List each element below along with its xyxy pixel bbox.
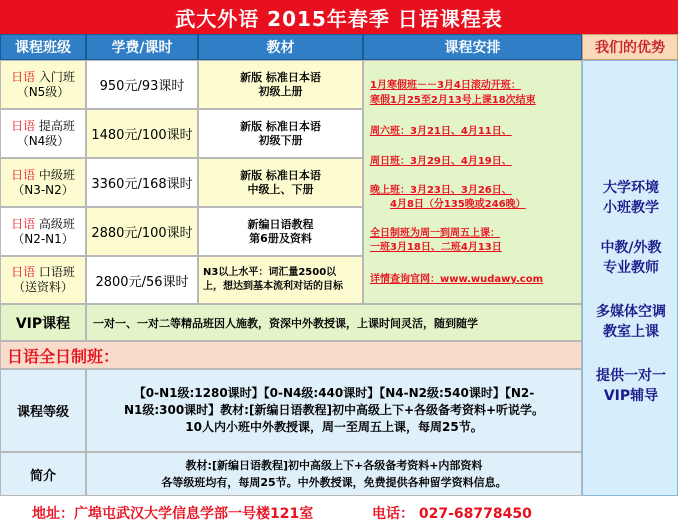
advantage-multimedia: 多媒体空调 bbox=[596, 304, 666, 320]
schedule-line-winter: 1月寒假班－－3月4日滚动开班： bbox=[370, 80, 521, 91]
class-level: （N4级） bbox=[16, 133, 70, 148]
fulltime-intro-label: 简介 bbox=[0, 452, 86, 496]
fulltime-intro-detail bbox=[86, 452, 582, 496]
book-volume: 第6册及资料 bbox=[249, 231, 312, 245]
intro-line-1: 教材:[新编日语教程]初中高级上下+各级备考资料+内部资料 bbox=[185, 459, 483, 472]
page-title: 武大外语 2015年春季 日语课程表 bbox=[0, 0, 678, 34]
fee-row-1: 950元/93课时 bbox=[86, 60, 198, 109]
vip-description: 一对一、一对二等精品班因人施教，资深中外教授课，上课时间灵活，随到随学 bbox=[86, 304, 582, 341]
vip-label: VIP课程 bbox=[0, 304, 86, 341]
class-lang: 日语 bbox=[11, 167, 36, 182]
class-lang: 日语 bbox=[11, 265, 36, 279]
book-row-4 bbox=[198, 207, 363, 256]
class-lang: 日语 bbox=[11, 69, 36, 84]
fulltime-levels-detail bbox=[86, 369, 582, 452]
advantage-professional: 专业教师 bbox=[603, 260, 659, 276]
fee-row-3: 3360元/168课时 bbox=[86, 158, 198, 207]
fulltime-header: 日语全日制班： bbox=[0, 341, 582, 369]
schedule-line-fulltime-dates: 一班3月18日、二班4月13日 bbox=[370, 242, 502, 253]
book-row-5 bbox=[198, 256, 363, 304]
class-name: 口语班 bbox=[35, 265, 75, 279]
schedule-line-evening-cont: 4月8日（分135晚或246晚） bbox=[390, 199, 526, 210]
book-volume: 初级上册 bbox=[258, 84, 303, 98]
advantage-campus: 大学环境 bbox=[603, 180, 659, 196]
class-level: （N3-N2） bbox=[12, 182, 74, 197]
advantage-small-class: 小班教学 bbox=[603, 200, 659, 216]
book-row-2 bbox=[198, 109, 363, 158]
schedule-line-website[interactable]: 详情查询官网：www.wudawy.com bbox=[370, 274, 543, 285]
address-text: 地址：广埠屯武汉大学信息学部一号楼121室 bbox=[32, 506, 314, 522]
book-volume: 初级下册 bbox=[258, 133, 303, 147]
book-volume: 中级上、下册 bbox=[247, 182, 314, 196]
class-name: 中级班 bbox=[35, 167, 75, 182]
schedule-line-evening: 晚上班：3月23日、3月26日、 bbox=[370, 185, 512, 196]
header-schedule: 课程安排 bbox=[363, 34, 582, 60]
intro-line-2: 各等级班均有，每周25节。中外教授课，免费提供各种留学资料信息。 bbox=[161, 476, 507, 489]
book-title: 新版 标准日本语 bbox=[240, 119, 321, 133]
levels-line-3: 10人内小班中外教授课，周一至周五上课，每周25节。 bbox=[185, 420, 483, 434]
advantage-teachers: 中教/外教 bbox=[600, 240, 662, 256]
advantage-vip: VIP辅导 bbox=[603, 388, 659, 404]
class-lang: 日语 bbox=[11, 216, 36, 231]
contact-footer bbox=[0, 496, 678, 530]
class-row-3 bbox=[0, 158, 86, 207]
book-volume: 上，想达到基本流利对话的目标 bbox=[203, 281, 343, 292]
schedule-panel bbox=[363, 60, 582, 304]
schedule-line-sunday: 周日班：3月29日、4月19日、 bbox=[370, 156, 512, 167]
book-title: 新版 标准日本语 bbox=[240, 70, 321, 84]
class-row-4 bbox=[0, 207, 86, 256]
header-fee: 学费/课时 bbox=[86, 34, 198, 60]
schedule-line-saturday: 周六班：3月21日、4月11日、 bbox=[370, 126, 512, 137]
schedule-line-fulltime: 全日制班为周一到周五上课： bbox=[370, 228, 500, 239]
class-name: 高级班 bbox=[35, 216, 75, 231]
book-row-1 bbox=[198, 60, 363, 109]
phone-text: 电话： 027-68778450 bbox=[372, 506, 532, 522]
book-title: N3以上水平：词汇量2500以 bbox=[203, 267, 337, 278]
levels-line-1: 【0-N1级:1280课时】【0-N4级:440课时】【N4-N2级:540课时】【N2- bbox=[133, 386, 535, 400]
levels-line-2: N1级:300课时】教材:[新编日语教程]初中高级上下+各级备考资料+听说学。 bbox=[123, 403, 545, 417]
header-advantage: 我们的优势 bbox=[582, 34, 678, 60]
book-title: 新编日语教程 bbox=[247, 217, 314, 231]
class-row-1 bbox=[0, 60, 86, 109]
fulltime-levels-label: 课程等级 bbox=[0, 369, 86, 452]
class-level: （N5级） bbox=[16, 84, 70, 99]
class-name: 提高班 bbox=[35, 118, 75, 133]
book-title: 新版 标准日本语 bbox=[240, 168, 321, 182]
book-row-3 bbox=[198, 158, 363, 207]
class-level: （送资料） bbox=[12, 280, 73, 294]
class-lang: 日语 bbox=[11, 118, 36, 133]
header-book: 教材 bbox=[198, 34, 363, 60]
header-class: 课程班级 bbox=[0, 34, 86, 60]
class-name: 入门班 bbox=[35, 69, 75, 84]
schedule-line-winter-dates: 寒假1月25至2月13号上课18次结束 bbox=[370, 95, 536, 106]
advantage-one-on-one: 提供一对一 bbox=[596, 368, 666, 384]
advantages-panel bbox=[582, 60, 678, 496]
class-row-5 bbox=[0, 256, 86, 304]
fee-row-5: 2800元/56课时 bbox=[86, 256, 198, 304]
fee-row-4: 2880元/100课时 bbox=[86, 207, 198, 256]
advantage-classroom: 教室上课 bbox=[603, 324, 659, 340]
class-level: （N2-N1） bbox=[12, 231, 74, 246]
fee-row-2: 1480元/100课时 bbox=[86, 109, 198, 158]
class-row-2 bbox=[0, 109, 86, 158]
